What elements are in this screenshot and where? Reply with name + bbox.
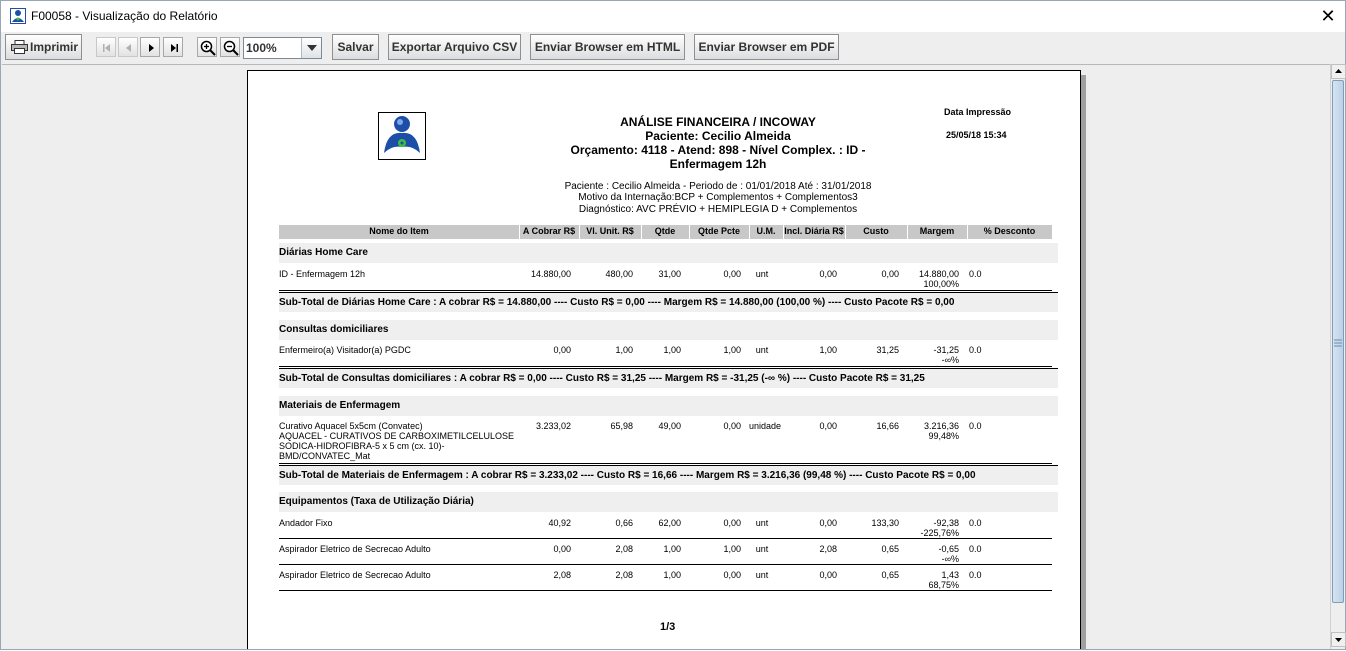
arrow-down-icon [1332, 633, 1345, 646]
cell-cobrar: 2,08 [553, 570, 571, 580]
item-name: BMD/CONVATEC_Mat [279, 451, 371, 461]
column-header: Nome do Item [369, 226, 429, 236]
cell-unit: 0,66 [615, 518, 633, 528]
item-name: Andador Fixo [279, 518, 333, 528]
table-row [279, 518, 1052, 538]
cell-cobrar: 0,00 [553, 345, 571, 355]
cell-custo: 133,30 [871, 518, 899, 528]
column-header: Qtde [654, 226, 676, 236]
column-separator [641, 225, 642, 239]
cell-margem-percent: 100,00% [923, 279, 959, 289]
item-name: Aspirador Eletrico de Secrecao Adulto [279, 570, 431, 580]
title-bar [1, 1, 1345, 32]
previous-page-icon [119, 38, 139, 58]
report-info-reason: Motivo da Internação:BCP + Complementos + Complementos3 [578, 192, 858, 203]
cell-diaria: 0,00 [819, 518, 837, 528]
cell-diaria: 0,00 [819, 269, 837, 279]
scroll-down-button[interactable] [1331, 632, 1346, 647]
row-divider [279, 538, 1052, 539]
cell-margem-percent: -225,76% [920, 528, 959, 538]
report-viewport[interactable] [2, 64, 1330, 649]
section-title: Equipamentos (Taxa de Utilização Diária) [279, 496, 474, 507]
row-divider [279, 564, 1052, 565]
cell-unit: 65,98 [610, 421, 633, 431]
scroll-up-button[interactable] [1331, 64, 1346, 79]
next-page-icon [141, 38, 161, 58]
cell-pcte: 0,00 [723, 421, 741, 431]
item-name: Enfermeiro(a) Visitador(a) PGDC [279, 345, 411, 355]
zoom-select[interactable] [243, 37, 322, 59]
report-title-line: ANÁLISE FINANCEIRA / INCOWAY [620, 115, 816, 129]
print-date-label: Data Impressão [944, 107, 1012, 117]
section-header [279, 396, 1058, 416]
table-row [279, 570, 1052, 590]
vertical-scrollbar[interactable] [1330, 64, 1345, 649]
cell-desconto: 0.0 [969, 518, 982, 528]
table-row [279, 421, 1052, 463]
next-page-button[interactable] [140, 37, 160, 57]
cell-diaria: 2,08 [819, 544, 837, 554]
cell-um: unt [755, 570, 769, 580]
app-icon [10, 8, 26, 24]
column-separator [783, 225, 784, 239]
zoom-out-button[interactable] [220, 37, 240, 57]
logo-icon [379, 113, 425, 159]
table-header [279, 225, 1052, 239]
column-header: Custo [863, 226, 889, 236]
report-info-diagnosis: Diagnóstico: AVC PRÉVIO + HEMIPLEGIA D + Complementos [578, 204, 858, 215]
cell-custo: 0,00 [881, 269, 899, 279]
cell-um: unt [755, 345, 769, 355]
cell-desconto: 0.0 [969, 544, 982, 554]
print-button[interactable] [5, 34, 82, 60]
send-html-button[interactable]: Enviar Browser em HTML [530, 34, 685, 60]
cell-desconto: 0.0 [969, 570, 982, 580]
item-name: Aspirador Eletrico de Secrecao Adulto [279, 544, 431, 554]
cell-qtde: 49,00 [658, 421, 681, 431]
column-header: Margem [919, 226, 955, 236]
page-indicator: 1/3 [660, 621, 676, 633]
send-pdf-button[interactable]: Enviar Browser em PDF [694, 34, 839, 60]
column-separator [845, 225, 846, 239]
zoom-dropdown-arrow[interactable] [301, 38, 321, 58]
section-title: Materiais de Enfermagem [279, 400, 401, 411]
section-title: Consultas domiciliares [279, 324, 389, 335]
column-separator [579, 225, 580, 239]
item-name: Curativo Aquacel 5x5cm (Convatec) [279, 421, 423, 431]
cell-diaria: 1,00 [819, 345, 837, 355]
cell-desconto: 0.0 [969, 421, 982, 431]
last-page-icon [164, 38, 184, 58]
cell-unit: 1,00 [615, 345, 633, 355]
report-budget-title: Orçamento: 4118 - Atend: 898 - Nível Complex. : ID - [570, 143, 866, 157]
cell-custo: 0,65 [881, 544, 899, 554]
section-subtotal [279, 368, 1058, 388]
column-separator [689, 225, 690, 239]
cell-pcte: 0,00 [723, 570, 741, 580]
cell-cobrar: 0,00 [553, 544, 571, 554]
cell-pcte: 1,00 [723, 544, 741, 554]
section-title: Diárias Home Care [279, 247, 368, 258]
print-date-value: 25/05/18 15:34 [946, 130, 1007, 140]
zoom-in-icon [198, 38, 218, 58]
cell-qtde: 31,00 [658, 269, 681, 279]
column-header: % Desconto [983, 226, 1036, 236]
chevron-down-icon [302, 38, 322, 58]
cell-margem: 14.880,00 [918, 269, 959, 279]
cell-um: unt [755, 544, 769, 554]
zoom-out-icon [221, 38, 241, 58]
row-divider [279, 590, 1052, 591]
scroll-thumb[interactable] [1332, 80, 1344, 603]
cell-margem-percent: 99,48% [928, 431, 959, 441]
cell-unit: 480,00 [605, 269, 633, 279]
table-row [279, 345, 1052, 366]
report-page [247, 70, 1081, 649]
subtotal-text: Sub-Total de Diárias Home Care : A cobrar R$ = 14.880,00 ---- Custo R$ = 0,00 ---- Margem R$ = 14.880,00 (100,00 %) ---- Custo Pacote R$ = 0,00 [279, 297, 955, 308]
toolbar [1, 32, 1345, 63]
cell-desconto: 0.0 [969, 269, 982, 279]
cell-unit: 2,08 [615, 570, 633, 580]
cell-qtde: 1,00 [663, 544, 681, 554]
table-row [279, 544, 1052, 564]
row-divider [279, 463, 1052, 464]
cell-um: unt [755, 518, 769, 528]
cell-pcte: 0,00 [723, 518, 741, 528]
column-separator [749, 225, 750, 239]
column-separator [519, 225, 520, 239]
item-name: AQUACEL - CURATIVOS DE CARBOXIMETILCELULOSE [279, 431, 515, 441]
cell-cobrar: 3.233,02 [535, 421, 571, 431]
column-separator [967, 225, 968, 239]
section-header [279, 243, 1058, 263]
grip-icon [1333, 339, 1343, 347]
cell-diaria: 0,00 [819, 570, 837, 580]
cell-unit: 2,08 [615, 544, 633, 554]
cell-um: unt [755, 269, 769, 279]
cell-custo: 16,66 [876, 421, 899, 431]
cell-qtde: 1,00 [663, 570, 681, 580]
column-header: Qtde Pcte [697, 226, 740, 236]
cell-margem: -31,25 [933, 345, 959, 355]
cell-custo: 31,25 [876, 345, 899, 355]
first-page-button[interactable] [96, 37, 116, 57]
column-header: A Cobrar R$ [522, 226, 576, 236]
close-icon: ✕ [1320, 6, 1336, 26]
cell-pcte: 0,00 [723, 269, 741, 279]
row-divider [279, 366, 1052, 367]
cell-margem-percent: 68,75% [928, 580, 959, 590]
cell-um: unidade [749, 421, 782, 431]
cell-cobrar: 14.880,00 [530, 269, 571, 279]
column-header: Vl. Unit. R$ [586, 226, 634, 236]
column-separator [907, 225, 908, 239]
previous-page-button[interactable] [118, 37, 138, 57]
export-csv-button[interactable]: Exportar Arquivo CSV [388, 34, 521, 60]
section-header [279, 492, 1058, 512]
section-subtotal [279, 292, 1058, 312]
report-patient-title: Paciente: Cecilio Almeida [645, 129, 791, 143]
row-divider [279, 290, 1052, 291]
cell-desconto: 0.0 [969, 345, 982, 355]
cell-custo: 0,65 [881, 570, 899, 580]
report-info-period: Paciente : Cecilio Almeida - Periodo de : 01/01/2018 Até : 31/01/2018 [564, 181, 872, 192]
printer-icon [11, 40, 28, 54]
table-row [279, 269, 1052, 290]
cell-margem-percent: -∞% [941, 355, 959, 365]
cell-pcte: 1,00 [723, 345, 741, 355]
close-button[interactable] [1313, 1, 1343, 31]
last-page-button[interactable] [163, 37, 183, 57]
section-subtotal [279, 465, 1058, 485]
column-header: Incl. Diária R$ [784, 226, 844, 236]
window-title: F00058 - Visualização do Relatório [31, 9, 218, 23]
section-header [279, 320, 1058, 340]
arrow-up-icon [1332, 65, 1345, 78]
subtotal-text: Sub-Total de Consultas domiciliares : A cobrar R$ = 0,00 ---- Custo R$ = 31,25 ---- Margem R$ = -31,25 (-∞ %) ---- Custo Pacote R$ = 31,25 [279, 373, 925, 384]
zoom-value: 100% [246, 41, 277, 55]
zoom-in-button[interactable] [197, 37, 217, 57]
report-complexity-title: Enfermagem 12h [669, 157, 767, 171]
item-name: SODICA-HIDROFIBRA-5 x 5 cm (cx. 10)- [279, 441, 445, 451]
cell-margem: 1,43 [941, 570, 959, 580]
first-page-icon [97, 38, 117, 58]
cell-margem-percent: -∞% [941, 554, 959, 564]
cell-margem: -0,65 [938, 544, 959, 554]
save-button[interactable]: Salvar [332, 34, 379, 60]
cell-qtde: 1,00 [663, 345, 681, 355]
company-logo [378, 112, 426, 160]
item-name: ID - Enfermagem 12h [279, 269, 366, 279]
cell-margem: 3.216,36 [923, 421, 959, 431]
cell-qtde: 62,00 [658, 518, 681, 528]
cell-cobrar: 40,92 [548, 518, 571, 528]
column-header: U.M. [756, 226, 776, 236]
cell-margem: -92,38 [933, 518, 959, 528]
subtotal-text: Sub-Total de Materiais de Enfermagem : A cobrar R$ = 3.233,02 ---- Custo R$ = 16,66 ---- Margem R$ = 3.216,36 (99,48 %) ---- Custo Pacote R$ = 0,00 [279, 470, 976, 481]
cell-diaria: 0,00 [819, 421, 837, 431]
print-label: Imprimir [29, 40, 78, 54]
